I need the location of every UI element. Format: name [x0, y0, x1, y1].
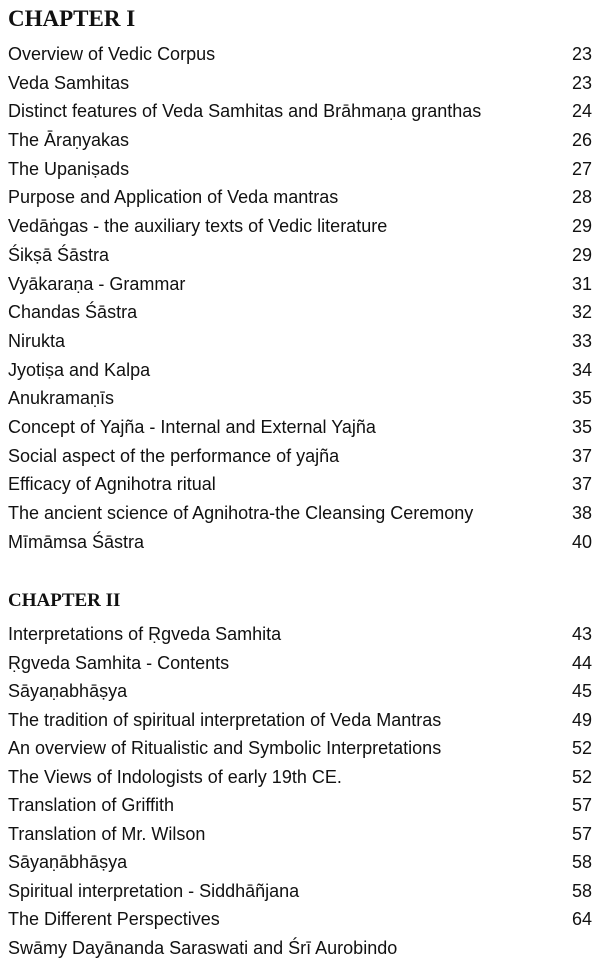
toc-entry	[0, 734, 600, 763]
toc-entry-page-number: 29	[571, 244, 592, 265]
toc-entry-page-number: 57	[571, 823, 592, 844]
toc-entry-page-number: 58	[571, 852, 592, 872]
toc-entry-page-number: 27	[571, 158, 592, 179]
toc-entry-title: Interpretations of Ṛgveda Samhita	[8, 624, 282, 644]
toc-entry-title: Social aspect of the performance of yajña	[8, 445, 340, 466]
toc-entry-title: Translation of Griffith	[8, 795, 175, 815]
toc-entry-title: Vyākaraṇa - Grammar	[8, 273, 186, 294]
toc-entry-page-number: 35	[571, 388, 592, 409]
toc-entry	[0, 706, 600, 735]
chapter-1-heading: CHAPTER I	[8, 6, 136, 31]
toc-entry	[0, 934, 600, 963]
toc-entry-title: Sāyaṇabhāṣya	[8, 681, 128, 701]
toc-entry-title: The ancient science of Agnihotra-the Cleansing Ceremony	[8, 503, 474, 523]
toc-entry-title: Mīmāmsa Śāstra	[8, 531, 145, 552]
toc-entry	[0, 649, 600, 678]
toc-entry-page-number: 44	[571, 652, 592, 673]
toc-entry-title: The tradition of spiritual interpretation of Veda Mantras	[8, 709, 442, 730]
toc-entry	[0, 40, 600, 69]
toc-entry-page-number: 23	[571, 72, 592, 93]
toc-entry	[0, 327, 600, 356]
toc-entry	[0, 183, 600, 212]
toc-entry-title: Translation of Mr. Wilson	[8, 823, 206, 844]
toc-entry-title: An overview of Ritualistic and Symbolic Interpretations	[8, 738, 442, 758]
toc-entry-page-number: 38	[571, 503, 592, 523]
toc-entry-title: Swāmy Dayānanda Saraswati and Śrī Aurobindo	[8, 937, 398, 958]
toc-entry-title: The Āraṇyakas	[8, 130, 130, 151]
toc-entry-page-number: 37	[571, 445, 592, 466]
toc-entry-title: Vedāṅgas - the auxiliary texts of Vedic literature	[8, 216, 388, 237]
toc-entry-page-number: 35	[571, 416, 592, 437]
toc-entry	[0, 126, 600, 155]
toc-entry	[0, 298, 600, 327]
toc-entry-page-number: 58	[571, 880, 592, 901]
toc-entry	[0, 241, 600, 270]
toc-entry-page-number: 52	[571, 766, 592, 787]
toc-entry-title: Overview of Vedic Corpus	[8, 44, 216, 64]
toc-entry	[0, 97, 600, 126]
chapter-1-entry-list	[0, 40, 600, 556]
toc-entry	[0, 848, 600, 877]
toc-entry-title: Purpose and Application of Veda mantras	[8, 187, 339, 208]
toc-entry-page-number: 45	[571, 681, 592, 701]
toc-entry-title: Nirukta	[8, 330, 66, 351]
toc-entry-page-number: 28	[571, 187, 592, 208]
toc-entry	[0, 620, 600, 649]
toc-entry	[0, 413, 600, 442]
toc-entry-page-number: 23	[571, 44, 592, 64]
toc-entry	[0, 212, 600, 241]
toc-entry-page-number: 37	[571, 474, 592, 495]
toc-entry-page-number: 29	[571, 216, 592, 237]
toc-entry-page-number: 43	[571, 624, 592, 644]
toc-entry-page-number: 64	[571, 909, 592, 929]
toc-entry-title: Śikṣā Śāstra	[8, 244, 110, 265]
toc-entry-page-number: 32	[571, 302, 592, 323]
toc-entry	[0, 155, 600, 184]
toc-entry	[0, 356, 600, 385]
toc-entry-title: Sāyaṇābhāṣya	[8, 852, 128, 872]
toc-entry	[0, 442, 600, 471]
toc-entry-page-number: 24	[571, 101, 592, 122]
toc-entry-title: The Different Perspectives	[8, 909, 220, 929]
toc-entry-title: Anukramaṇīs	[8, 388, 115, 409]
toc-entry-title: The Views of Indologists of early 19th CE.	[8, 766, 342, 787]
toc-entry	[0, 905, 600, 934]
chapter-2-entry-list	[0, 620, 600, 962]
toc-entry	[0, 763, 600, 792]
toc-entry-title: Ṛgveda Samhita - Contents	[8, 652, 230, 673]
toc-entry	[0, 820, 600, 849]
toc-entry	[0, 677, 600, 706]
toc-entry	[0, 528, 600, 557]
toc-entry-page-number: 49	[571, 709, 592, 730]
toc-entry	[0, 69, 600, 98]
toc-entry-title: Concept of Yajña - Internal and External Yajña	[8, 416, 376, 437]
toc-entry	[0, 270, 600, 299]
toc-entry-page-number: 40	[571, 531, 592, 552]
toc-entry-page-number: 33	[571, 330, 592, 351]
toc-entry-page-number: 26	[571, 130, 592, 151]
toc-entry-title: Distinct features of Veda Samhitas and Brāhmaṇa granthas	[8, 101, 482, 122]
toc-entry-title: Spiritual interpretation - Siddhāñjana	[8, 880, 300, 901]
toc-entry-page-number: 31	[571, 273, 592, 294]
toc-entry-title: Veda Samhitas	[8, 72, 130, 93]
toc-entry-title: The Upaniṣads	[8, 158, 130, 179]
toc-entry-title: Chandas Śāstra	[8, 302, 138, 323]
toc-entry-page-number: 52	[571, 738, 592, 758]
toc-entry	[0, 384, 600, 413]
toc-entry-title: Efficacy of Agnihotra ritual	[8, 474, 216, 495]
toc-entry-page-number: 57	[571, 795, 592, 815]
toc-entry-title: Jyotiṣa and Kalpa	[8, 359, 151, 380]
chapter-2-heading: CHAPTER II	[8, 590, 121, 611]
toc-entry	[0, 791, 600, 820]
toc-entry	[0, 499, 600, 528]
toc-entry	[0, 877, 600, 906]
toc-entry	[0, 470, 600, 499]
toc-entry-page-number: 34	[571, 359, 592, 380]
